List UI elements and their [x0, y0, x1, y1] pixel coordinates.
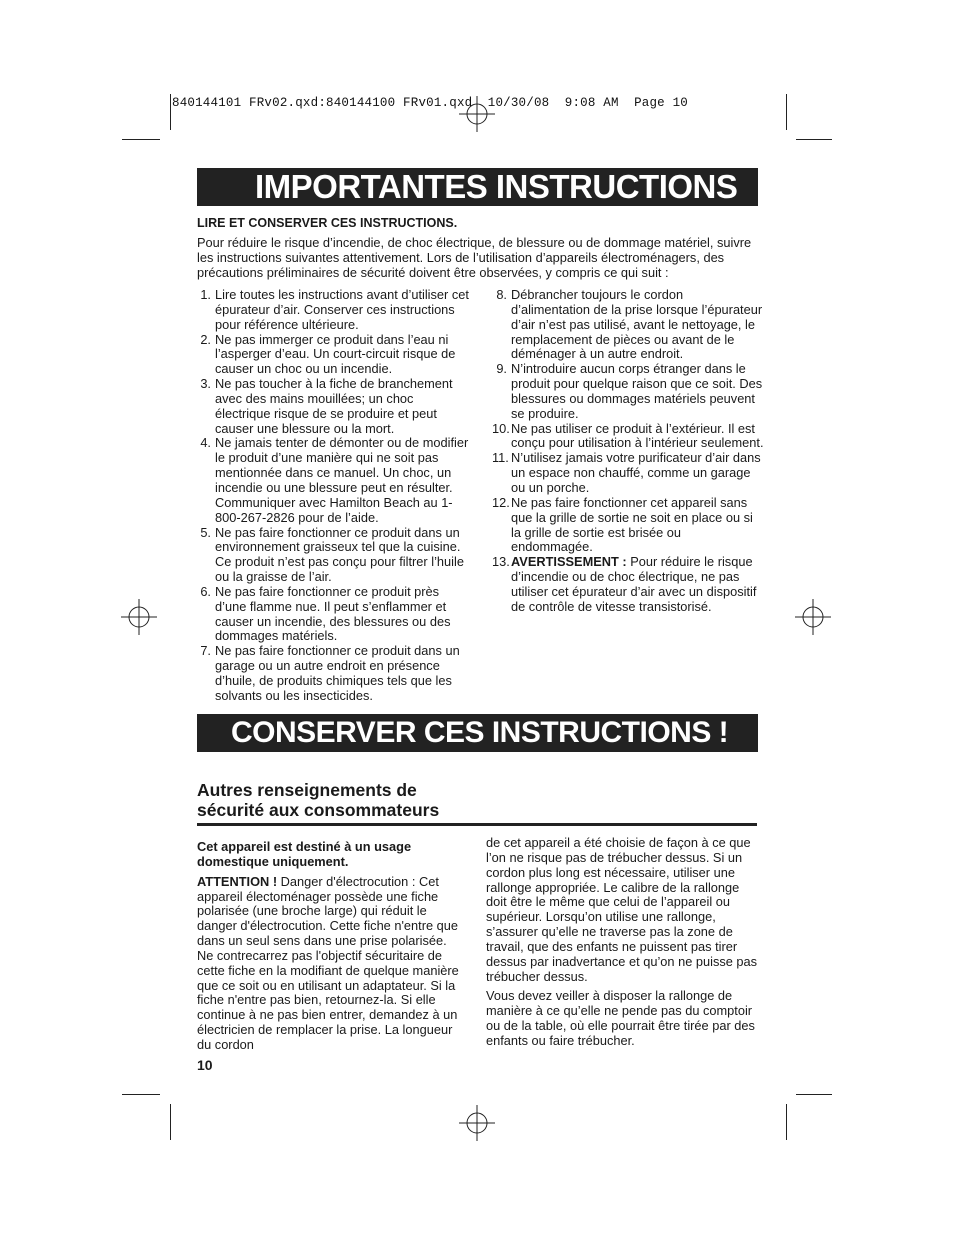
attention-paragraph: ATTENTION ! Danger d'électrocution : Cet appareil électoménager possède une fiche polarisée (une broche large) qui réduit le danger d'électrocution. Cette fiche n'entre que dans un seul sens dans une prise polarisée. Ne contrecarrez pas l'objectif sécuritaire de cette fiche en la modifiant de quelque manière que ce soit ou en utilisant un adaptateur. Si la fiche n'entre pas bien, retournez-la. Si elle continue à ne pas bien entrer, demandez à un électricien de remplacer la prise. La longueur du cordon [197, 873, 459, 1052]
registration-mark-icon [459, 1105, 495, 1141]
household-use-notice: Cet appareil est destiné à un usage domestique uniquement. [197, 839, 412, 869]
extension-cord-paragraph: Vous devez veiller à disposer la rallonge de manière à ce qu’elle ne pende pas du comptoir ou de la table, où elle pourrait être tirée par des enfants ou faire trébucher. [486, 988, 755, 1048]
intro-paragraph: Pour réduire le risque d’incendie, de choc électrique, de blessure ou de dommage matériel, suivre les instructions suivantes attentivement. Lors de l’utilisation d’appareils électroménagers, des précautions préliminaires de sécurité doivent être observées, y compris ce qui suit : [197, 235, 752, 280]
banner-important-instructions: IMPORTANTES INSTRUCTIONS [197, 168, 758, 206]
registration-mark-icon [459, 96, 495, 132]
banner-keep-instructions: CONSERVER CES INSTRUCTIONS ! [197, 714, 758, 752]
instructions-list-left [197, 288, 469, 704]
instructions-list-right [492, 288, 764, 615]
list-item: 12. Ne pas faire fonctionner cet appareil sans que la grille de sortie ne soit en place ou si la grille de sortie est brisée ou endommagée. [492, 494, 753, 555]
registration-mark-icon [121, 599, 157, 635]
printer-slug-line: 840144101 FRv02.qxd:840144100 FRv01.qxd 10/30/08 9:08 AM Page 10 [172, 96, 688, 110]
list-item: 5. Ne pas faire fonctionner ce produit dans un environnement graisseux tel que la cuisine. Ce produit n’est pas conçu pour filtrer l’huile ou la graisse de l’air. [200, 524, 464, 585]
list-item: 8. Débrancher toujours le cordon d’alimentation de la prise lorsque l’épurateur d’air n’est pas utilisé, avant le nettoyage, le remplacement de pièces ou avant de le déménager à un autre endroit. [496, 287, 763, 362]
list-item: 10. Ne pas utiliser ce produit à l’extérieur. Il est conçu pour utilisation à l’intérieur seulement. [492, 420, 764, 451]
list-item: 11. N’utilisez jamais votre purificateur d’air dans un espace non chauffé, comme un garage ou un porche. [492, 450, 761, 495]
list-item-warning: 13. AVERTISSEMENT : Pour réduire le risque d’incendie ou de choc électrique, ne pas utiliser cet épurateur d’air avec un dispositif de contrôle de vitesse transistorisé. [492, 554, 757, 614]
section-heading-consumer-safety: Autres renseignements de sécurité aux consommateurs [197, 780, 440, 820]
registration-mark-icon [795, 599, 831, 635]
section-divider [197, 823, 757, 826]
list-item: 1. Lire toutes les instructions avant d’utiliser cet épurateur d’air. Conserver ces instructions pour référence ultérieure. [200, 287, 469, 332]
list-item: 3. Ne pas toucher à la fiche de branchement avec des mains mouillées; un choc électrique risque de se produire et peut causer une blessure ou la mort. [200, 376, 453, 436]
read-keep-heading: LIRE ET CONSERVER CES INSTRUCTIONS. [197, 216, 458, 230]
list-item: 7. Ne pas faire fonctionner ce produit dans un garage ou un autre endroit en présence d’huile, de produits chimiques tels que les solvants ou les insecticides. [200, 643, 460, 703]
consumer-safety-left-column [197, 840, 459, 1058]
attention-label: ATTENTION ! [197, 873, 278, 889]
list-item: 6. Ne pas faire fonctionner ce produit près d’une flamme nue. Il peut s’enflammer et causer un incendie, des blessures ou des dommages matériels. [200, 583, 451, 644]
cord-length-paragraph: de cet appareil a été choisie de façon à ce que l’on ne risque pas de trébucher dessus. Si un cordon plus long est nécessaire, utiliser une rallonge appropriée. Le calibre de la rallonge doit être le même que celui de l’appareil ou supérieur. Lorsqu’on utilise une rallonge, s’assurer qu’elle ne traverse pas la zone de travail, que des enfants ne puissent pas tirer dessus par inadvertance et qu’on ne puisse pas trébucher dessus. [486, 835, 758, 984]
consumer-safety-right-column [486, 836, 758, 1054]
list-item: 2. Ne pas immerger ce produit dans l’eau ni l’asperger d’eau. Un court-circuit risque de causer un choc ou un incendie. [200, 331, 456, 377]
list-item: 9. N’introduire aucun corps étranger dans le produit pour quelque raison que ce soit. Des blessures ou dommages matériels peuvent se produire. [496, 361, 763, 421]
warning-label: AVERTISSEMENT : [511, 554, 627, 570]
page-number: 10 [197, 1057, 213, 1073]
list-item: 4. Ne jamais tenter de démonter ou de modifier le produit d’une manière qui ne soit pas mentionnée dans ce manuel. Un choc, un incendie ou une blessure peut en résulter. Communiquer avec Hamilton Beach au 1-800-267-2826 pour de l’aide. [200, 435, 469, 525]
